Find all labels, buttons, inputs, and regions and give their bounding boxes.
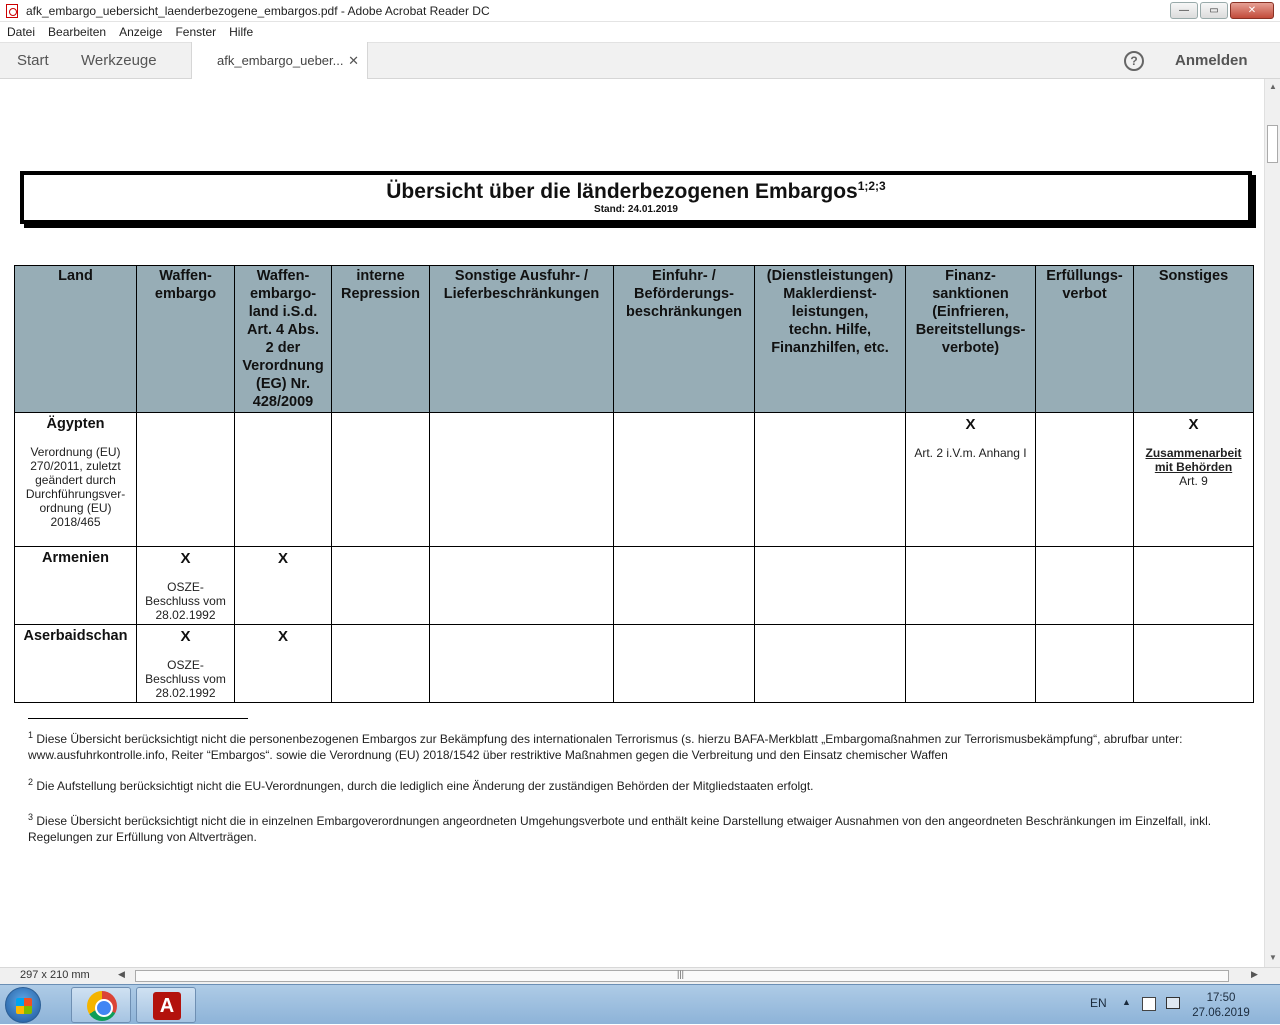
waffen-note: OSZE-Beschluss vom 28.02.1992 <box>145 580 226 622</box>
table-cell <box>906 625 1036 703</box>
column-header: Erfüllungs- verbot <box>1036 266 1134 413</box>
status-bar <box>0 967 1280 984</box>
tab-start[interactable]: Start <box>17 52 49 69</box>
footnote <box>28 774 1243 794</box>
chrome-icon <box>87 991 117 1021</box>
column-header: Sonstige Ausfuhr- / Lieferbeschränkungen <box>430 266 614 413</box>
maximize-button[interactable]: ▭ <box>1200 2 1228 19</box>
start-button[interactable] <box>5 987 41 1023</box>
country-name: Armenien <box>42 550 109 566</box>
windows-taskbar <box>0 984 1280 1024</box>
scroll-thumb[interactable] <box>1267 125 1278 163</box>
table-cell <box>1036 625 1134 703</box>
sonstiges-cell <box>1134 413 1254 547</box>
menu-datei[interactable]: Datei <box>7 25 36 39</box>
scroll-grip-icon: ||| <box>677 969 685 979</box>
tab-document[interactable] <box>191 42 368 80</box>
embargo-mark: X <box>277 628 288 645</box>
table-row <box>15 413 1254 547</box>
table-cell <box>755 625 906 703</box>
acrobat-app-icon <box>6 4 18 18</box>
table-cell <box>755 413 906 547</box>
column-header: Waffen- embargo- land i.S.d. Art. 4 Abs. 2 der Verordnung (EG) Nr. 428/2009 <box>235 266 332 413</box>
footnote <box>28 809 1243 845</box>
clock-time: 17:50 <box>1206 992 1236 1004</box>
table-cell <box>1036 413 1134 547</box>
waffenland-cell <box>235 625 332 703</box>
show-hidden-icons-icon[interactable]: ▲ <box>1122 997 1131 1007</box>
footnote-number: 2 <box>28 777 34 787</box>
country-name: Ägypten <box>46 416 105 432</box>
footnote-text: Die Aufstellung berücksichtigt nicht die EU-Verordnungen, durch die lediglich eine Änderung der zuständigen Behörden der Mitgliedstaaten erfolgt. <box>36 779 814 793</box>
action-center-icon[interactable] <box>1142 997 1156 1011</box>
menu-fenster[interactable]: Fenster <box>175 25 217 39</box>
signin-button[interactable]: Anmelden <box>1175 52 1248 69</box>
sonstiges-note: Art. 9 <box>1179 474 1208 488</box>
table-cell <box>614 547 755 625</box>
table-row <box>15 547 1254 625</box>
embargo-table <box>14 265 1254 703</box>
menu-hilfe[interactable]: Hilfe <box>229 25 254 39</box>
taskbar-chrome[interactable] <box>71 987 131 1023</box>
language-indicator[interactable]: EN <box>1090 996 1107 1010</box>
table-cell <box>1036 547 1134 625</box>
scroll-right-icon[interactable]: ▶ <box>1251 969 1258 979</box>
table-cell <box>332 547 430 625</box>
embargo-mark: X <box>277 550 288 567</box>
title-footnote-ref: 1;2;3 <box>857 179 886 193</box>
scroll-left-icon[interactable]: ◀ <box>118 969 125 979</box>
country-cell <box>15 547 137 625</box>
window-controls <box>1170 2 1274 19</box>
table-cell <box>906 547 1036 625</box>
table-cell <box>332 413 430 547</box>
table-cell <box>614 625 755 703</box>
help-icon[interactable]: ? <box>1124 51 1144 71</box>
embargo-mark: X <box>965 416 976 433</box>
table-cell <box>614 413 755 547</box>
column-header: Finanz- sanktionen (Einfrieren, Bereitstellungs- verbote) <box>906 266 1036 413</box>
embargo-mark: X <box>180 628 191 645</box>
footnote-divider <box>28 718 248 719</box>
tab-werkzeuge[interactable]: Werkzeuge <box>81 52 157 69</box>
country-name: Aserbaidschan <box>23 628 128 644</box>
table-cell <box>1134 547 1254 625</box>
taskbar-acrobat[interactable] <box>136 987 196 1023</box>
waffen-note: OSZE-Beschluss vom 28.02.1992 <box>145 658 226 700</box>
document-title-box <box>20 171 1252 224</box>
finanz-cell <box>906 413 1036 547</box>
embargo-mark: X <box>180 550 191 567</box>
table-row <box>15 625 1254 703</box>
table-cell <box>235 413 332 547</box>
waffen-cell <box>137 547 235 625</box>
table-cell <box>430 547 614 625</box>
footnote <box>28 727 1243 763</box>
column-header: Waffen- embargo <box>137 266 235 413</box>
footnote-text: Diese Übersicht berücksichtigt nicht die personenbezogenen Embargos zur Bekämpfung des internationalen Terrorismus (s. hierzu BAFA-Merkblatt „Embargomaßnahmen zur Terrorismusbekämpfung“, abrufbar unter: www.ausfuhrkontrolle.info, Reiter “Embargos“. sowie die Verordnung (EU) 2018/1542 über restriktive Maßnahmen gegen die Verbreitung und den Einsatz chemischer Waffen <box>28 732 1183 762</box>
table-cell <box>430 625 614 703</box>
footnote-text: Diese Übersicht berücksichtigt nicht die in einzelnen Embargoverordnungen angeordneten Umgehungsverbote und enthält keine Darstellung etwaiger Ausnahmen von den angeordneten Beschränkungen im Einzelfall, inkl. Regelungen zur Erfüllung von Altverträgen. <box>28 814 1212 844</box>
menu-bearbeiten[interactable]: Bearbeiten <box>48 25 107 39</box>
tab-bar <box>0 42 1280 79</box>
close-window-button[interactable]: ✕ <box>1230 2 1274 19</box>
country-cell <box>15 625 137 703</box>
table-header-row <box>15 266 1254 413</box>
title-bar <box>0 0 1280 22</box>
waffen-cell <box>137 625 235 703</box>
taskbar-clock[interactable] <box>1188 991 1254 1021</box>
column-header: (Dienstleistungen) Maklerdienst- leistungen, techn. Hilfe, Finanzhilfen, etc. <box>755 266 906 413</box>
column-header: Einfuhr- / Beförderungs- beschränkungen <box>614 266 755 413</box>
country-regulation: Verordnung (EU) 270/2011, zuletzt geändert durch Durchführungsver-ordnung (EU) 2018/465 <box>25 445 126 529</box>
document-title-text: Übersicht über die länderbezogenen Embargos <box>386 180 858 203</box>
table-cell <box>1134 625 1254 703</box>
window-title: afk_embargo_uebersicht_laenderbezogene_embargos.pdf - Adobe Acrobat Reader DC <box>26 3 490 18</box>
clock-date: 27.06.2019 <box>1192 1007 1250 1019</box>
footnote-number: 3 <box>28 812 34 822</box>
table-cell <box>430 413 614 547</box>
close-tab-icon[interactable]: ✕ <box>348 53 359 68</box>
windows-logo-icon <box>16 998 32 1014</box>
document-date: Stand: 24.01.2019 <box>594 204 678 215</box>
scroll-down-icon[interactable]: ▼ <box>1269 953 1277 962</box>
document-view[interactable] <box>0 79 1264 967</box>
table-cell <box>332 625 430 703</box>
embargo-mark: X <box>1188 416 1199 433</box>
column-header: interne Repression <box>332 266 430 413</box>
vertical-scrollbar[interactable] <box>1264 79 1280 967</box>
country-cell <box>15 413 137 547</box>
document-tab-label: afk_embargo_ueber... <box>217 53 344 68</box>
menu-anzeige[interactable]: Anzeige <box>119 25 163 39</box>
menu-bar <box>0 22 1280 42</box>
page-size: 297 x 210 mm <box>20 969 90 981</box>
sonstiges-link[interactable]: Zusammenarbeit mit Behörden <box>1145 446 1242 474</box>
column-header: Land <box>15 266 137 413</box>
footnote-number: 1 <box>28 730 34 740</box>
document-title <box>24 179 1248 204</box>
table-cell <box>137 413 235 547</box>
acrobat-icon: A <box>153 992 181 1020</box>
minimize-button[interactable]: — <box>1170 2 1198 19</box>
scroll-up-icon[interactable]: ▲ <box>1269 82 1277 91</box>
finanz-note: Art. 2 i.V.m. Anhang I <box>914 446 1027 460</box>
waffenland-cell <box>235 547 332 625</box>
column-header: Sonstiges <box>1134 266 1254 413</box>
network-icon[interactable] <box>1166 997 1180 1009</box>
table-cell <box>755 547 906 625</box>
